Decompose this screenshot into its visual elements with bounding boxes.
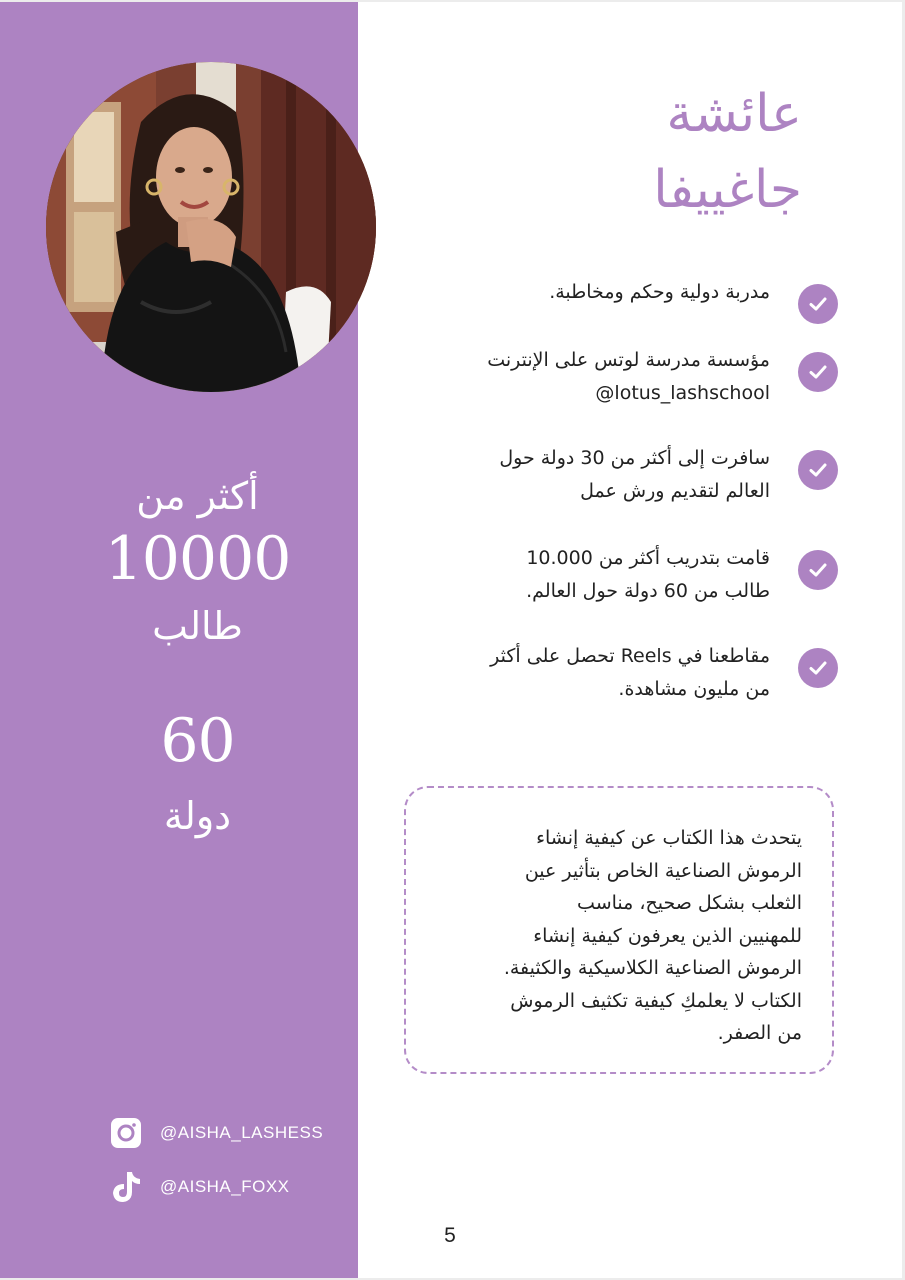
summary-line: الكتاب لا يعلمكِ كيفية تكثيف الرموش <box>510 989 802 1012</box>
name-last: جاغييفا <box>653 160 802 220</box>
tiktok-handle[interactable]: @AISHA_FOXX <box>160 1177 290 1196</box>
page-number: 5 <box>444 1224 456 1247</box>
book-summary-text <box>422 822 802 1050</box>
bullet-line-handle: @lotus_lashschool <box>595 382 770 404</box>
name-first: عائشة <box>666 84 802 144</box>
bullet-line: العالم لتقديم ورش عمل <box>580 480 770 502</box>
check-icon <box>798 648 838 688</box>
countries-label: دولة <box>163 794 232 838</box>
summary-line: الرموش الصناعية الكلاسيكية والكثيفة. <box>503 957 802 979</box>
students-number: 10000 <box>104 524 291 594</box>
bullet-item <box>400 542 838 608</box>
bullet-line: قامت بتدريب أكثر من 10.000 <box>526 547 770 569</box>
bullet-line: مقاطعنا في Reels تحصل على أكثر <box>490 645 770 667</box>
bullet-line: سافرت إلى أكثر من 30 دولة حول <box>499 447 770 469</box>
bullet-item <box>400 442 838 508</box>
instagram-handle[interactable]: @AISHA_LASHESS <box>160 1123 324 1142</box>
students-suffix: طالب <box>152 604 243 648</box>
summary-line: من الصفر. <box>717 1022 802 1044</box>
bullet-item <box>400 276 838 324</box>
summary-line: الثعلب بشكل صحيح، مناسب <box>577 892 802 914</box>
instagram-link[interactable] <box>110 1116 323 1150</box>
bullet-line: من مليون مشاهدة. <box>618 678 770 700</box>
book-summary-box <box>404 786 834 1074</box>
summary-line: الرموش الصناعية الخاص بتأثير عين <box>524 859 802 882</box>
instagram-icon <box>110 1117 142 1149</box>
check-icon <box>798 550 838 590</box>
tiktok-link[interactable] <box>110 1170 290 1204</box>
bullet-line: مدربة دولية وحكم ومخاطبة. <box>549 281 770 303</box>
countries-number: 60 <box>160 706 235 776</box>
summary-line: يتحدث هذا الكتاب عن كيفية إنشاء <box>536 827 802 849</box>
sidebar <box>0 2 358 1278</box>
tiktok-icon <box>110 1171 142 1203</box>
check-icon <box>798 450 838 490</box>
bullet-item <box>400 344 838 410</box>
students-prefix: أكثر من <box>136 474 259 518</box>
check-icon <box>798 352 838 392</box>
bullet-line: مؤسسة مدرسة لوتس على الإنترنت <box>487 349 770 371</box>
page <box>0 2 902 1278</box>
bullet-line: طالب من 60 دولة حول العالم. <box>526 580 770 602</box>
bullet-item <box>400 640 838 706</box>
profile-photo <box>46 62 376 392</box>
summary-line: للمهنيين الذين يعرفون كيفية إنشاء <box>533 924 802 947</box>
check-icon <box>798 284 838 324</box>
